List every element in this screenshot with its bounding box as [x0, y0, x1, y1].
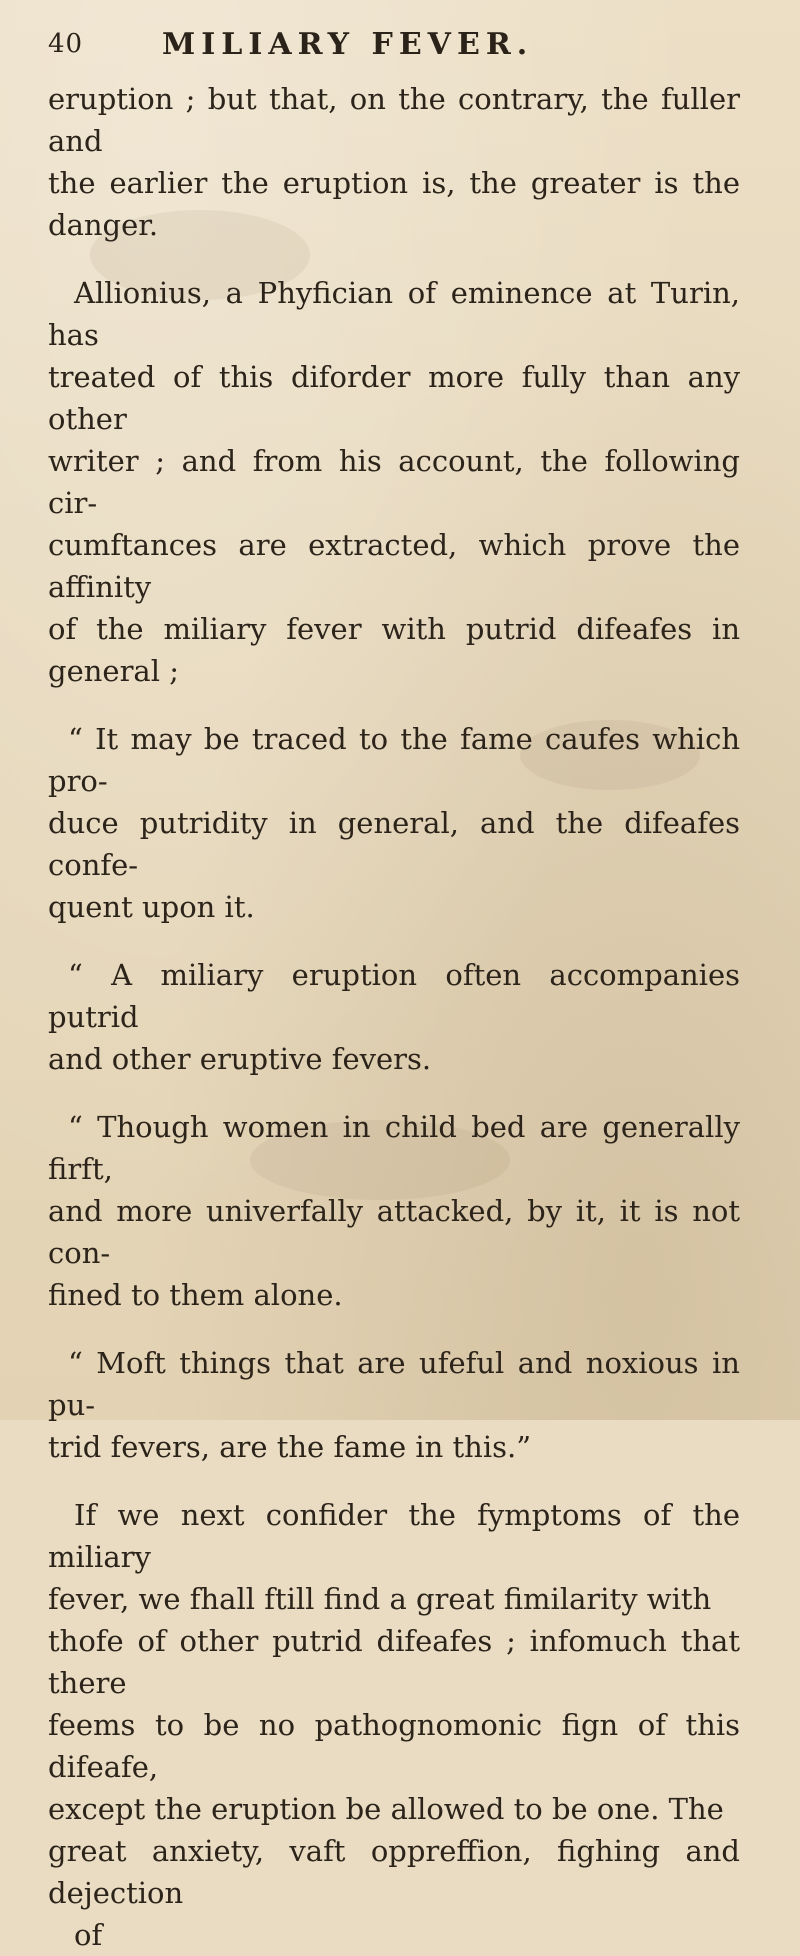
paragraph-continuation — [48, 78, 740, 246]
text-line: fined to them alone. — [48, 1278, 343, 1312]
text-line: If we next confider the fymptoms of the miliary — [48, 1498, 740, 1574]
quote-child-bed — [48, 1106, 740, 1316]
text-line: and other eruptive fevers. — [48, 1042, 432, 1076]
text-line: and more univerfally attacked, by it, it is not con- — [48, 1194, 740, 1270]
text-line: quent upon it. — [48, 890, 255, 924]
text-line: “ Though women in child bed are generally firft, — [48, 1110, 740, 1186]
text-line: eruption ; but that, on the contrary, the fuller and — [48, 82, 740, 158]
text-line: except the eruption be allowed to be one. The — [48, 1792, 724, 1826]
text-line: thofe of other putrid difeafes ; infomuch that there — [48, 1624, 740, 1700]
text-line: “ Moft things that are ufeful and noxious in pu- — [48, 1346, 740, 1422]
catchword: of — [74, 1918, 103, 1952]
text-line: duce putridity in general, and the difeafes confe- — [48, 806, 740, 882]
text-line: of the miliary fever with putrid difeafes in general ; — [48, 612, 740, 688]
paragraph-symptoms — [48, 1494, 740, 1956]
text-line: feems to be no pathognomonic fign of this difeafe, — [48, 1708, 740, 1784]
text-line: Allionius, a Phyfician of eminence at Turin, has — [48, 276, 740, 352]
running-head: MILIARY FEVER. — [162, 26, 534, 62]
body-text — [48, 78, 740, 1956]
quote-traced — [48, 718, 740, 928]
text-line: “ A miliary eruption often accompanies putrid — [48, 958, 740, 1034]
paragraph-allionius — [48, 272, 740, 692]
page-header — [48, 24, 752, 64]
text-line: great anxiety, vaft oppreffion, fighing and dejection — [48, 1834, 740, 1910]
text-line: treated of this diforder more fully than any other — [48, 360, 740, 436]
text-line: writer ; and from his account, the following cir- — [48, 444, 740, 520]
page-number: 40 — [48, 29, 84, 59]
text-line: the earlier the eruption is, the greater is the danger. — [48, 166, 740, 242]
quote-miliary-eruption — [48, 954, 740, 1080]
text-line: fever, we fhall ftill find a great fimilarity with — [48, 1582, 712, 1616]
text-line: “ It may be traced to the fame caufes which pro- — [48, 722, 740, 798]
text-line: cumftances are extracted, which prove the affinity — [48, 528, 740, 604]
text-line: trid fevers, are the fame in this.” — [48, 1430, 532, 1464]
quote-useful-noxious — [48, 1342, 740, 1468]
